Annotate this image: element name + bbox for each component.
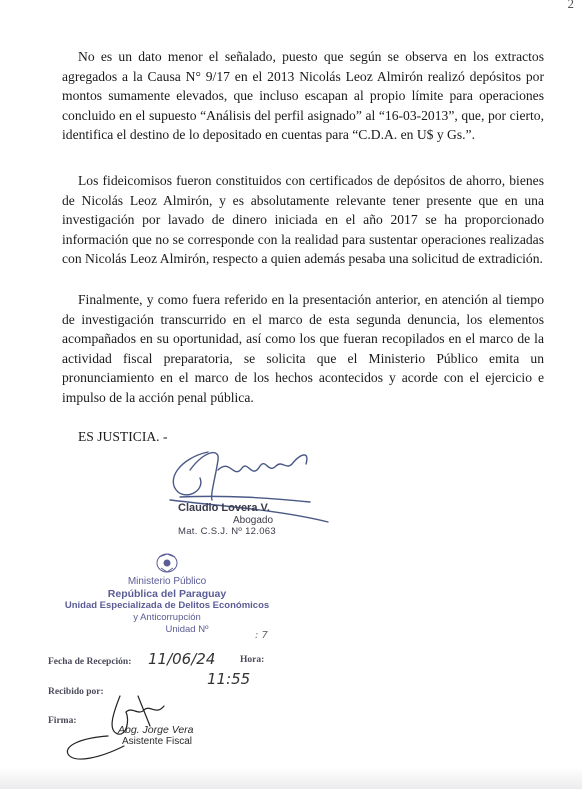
lawyer-role: Abogado [232,515,274,526]
stamp-line-1: Ministerio Público [127,576,207,587]
receiver-signature [60,676,190,766]
stamp-line-3: Unidad Especializada de Delitos Económicos [64,600,270,611]
reception-date-label: Fecha de Recepción: [48,657,132,667]
reception-date-value: 11/06/24 [148,650,216,668]
coat-of-arms-icon [147,552,187,574]
paragraph-3: Finalmente, y como fuera referido en la presentación anterior, en atención al tiempo de investigación transcurrido en el marco de esta segunda denuncia, los elementos acompañados en su oportunidad, así como los que fueran recopilados en el marco de la actividad fiscal preparatoria, se solicita que el Ministerio Público emita un pronunciamiento en el marco de los hechos acontecidos y acorde con el ejercicio e impulso de la acción penal pública. [62,292,544,405]
lawyer-name: Claudio Lovera V. [178,502,270,514]
paragraph-1: No es un dato menor el señalado, puesto que según se observa en los extractos agregados a la Causa N° 9/17 en el 2013 Nicolás Leoz Almirón realizó depósitos por montos sumamente elevados, que incluso escapan al propio límite para operaciones concluido en el supuesto “Análisis del perfil asignado” al “16-03-2013”, que, por cierto, identifica el destino de lo depositado en cuentas para “C.D.A. en U$ y Gs.”. [62,49,544,143]
closing-formula: ES JUSTICIA. - [78,429,168,444]
received-by-label: Recibido por: [48,687,104,697]
lawyer-registration: Mat. C.S.J. Nº 12.063 [178,526,276,537]
receiver-role: Asistente Fiscal [122,736,193,747]
signature-label: Firma: [48,716,77,726]
reception-time-value: 11:55 [207,670,251,688]
receiver-name: Abg. Jorge Vera [118,724,194,736]
page-number: 2 [567,0,574,11]
reception-time-label: Hora: [240,655,265,665]
stamp-line-5: Unidad Nº [165,624,209,635]
receiver-block [118,724,194,747]
page-edge-shadow [0,767,582,789]
unidad-number-handwritten: : 7 [255,630,268,641]
stamp-line-2: República del Paraguay [107,588,227,600]
lawyer-block [178,502,328,537]
stamp-line-4: y Anticorrupción [133,612,201,623]
paragraph-2: Los fideicomisos fueron constituidos con certificados de depósitos de ahorro, bienes de Nicolás Leoz Almirón, y es absolutamente relevante tener presente que en una investigación por lavado de dinero iniciada en el año 2017 se ha proporcionado información que no se corresponde con la realidad para sustentar operaciones realizadas con Nicolás Leoz Almirón, respecto a quien además pesaba una solicitud de extradición. [62,173,544,267]
official-stamp [22,552,312,636]
